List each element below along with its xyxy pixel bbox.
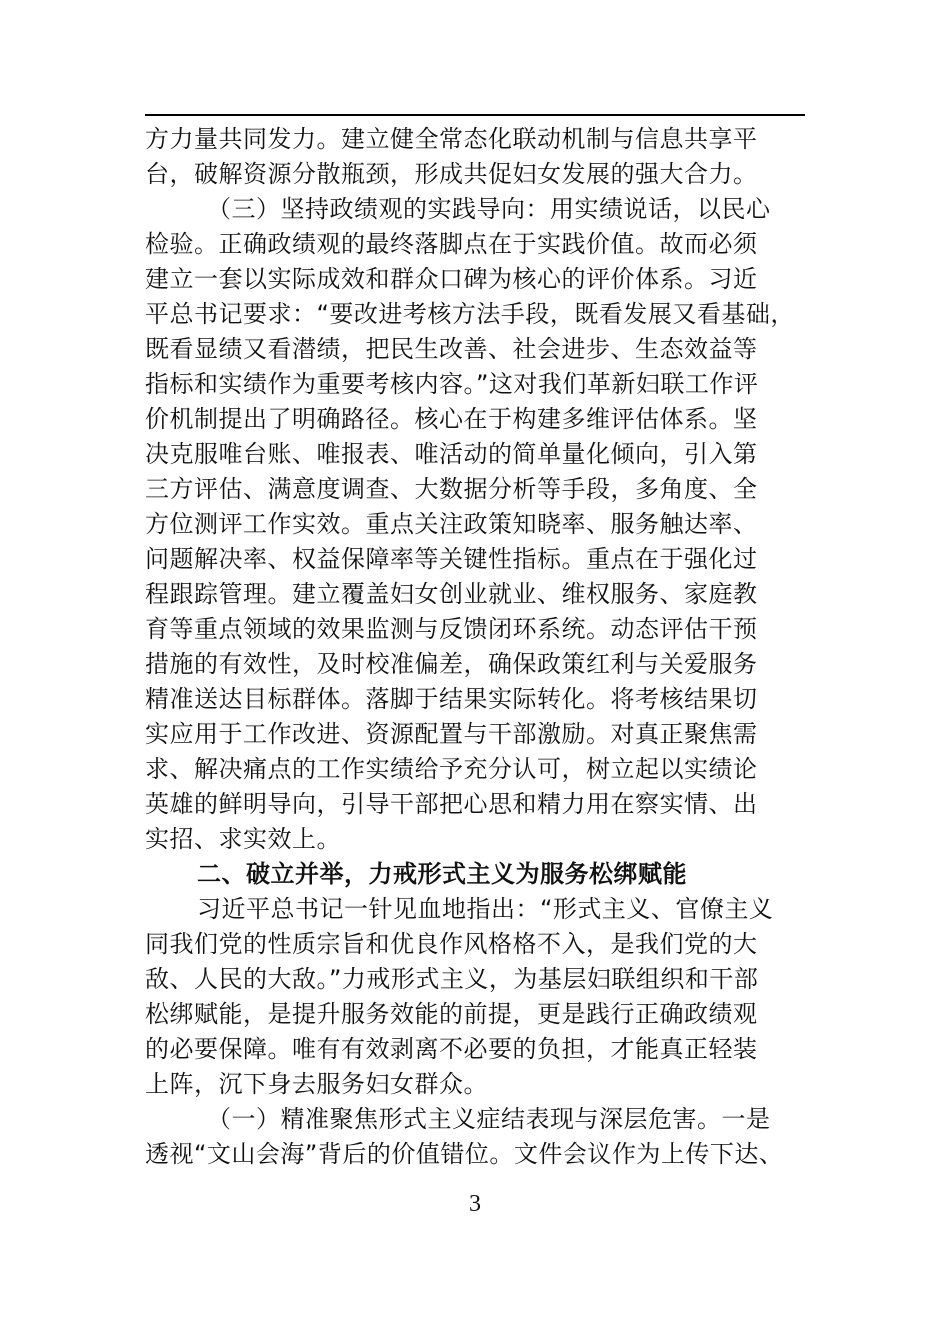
section-heading-2: 二、破立并举，力戒形式主义为服务松绑赋能	[197, 860, 687, 888]
text-line: 既看显绩又看潜绩，把民生改善、社会进步、生态效益等	[145, 335, 758, 363]
text-line: 敌、人民的大敌。”力戒形式主义，为基层妇联组织和干部	[145, 965, 759, 993]
text-line: 英雄的鲜明导向，引导干部把心思和精力用在察实情、出	[145, 790, 758, 818]
text-line: 的必要保障。唯有有效剥离不必要的负担，才能真正轻装	[145, 1035, 758, 1063]
text-line: 平总书记要求：“要改进考核方法手段，既看发展又看基础，	[145, 300, 795, 328]
section-heading-3: （三）坚持政绩观的实践导向：用实绩说话，以民心	[207, 195, 771, 223]
text-line: 方位测评工作实效。重点关注政策知晓率、服务触达率、	[145, 510, 758, 538]
text-line: 实应用于工作改进、资源配置与干部激励。对真正聚焦需	[145, 720, 758, 748]
text-line: 指标和实绩作为重要考核内容。”这对我们革新妇联工作评	[145, 370, 759, 398]
header-rule	[145, 114, 805, 116]
text-line: 台，破解资源分散瓶颈，形成共促妇女发展的强大合力。	[145, 160, 758, 188]
text-line: 建立一套以实际成效和群众口碑为核心的评价体系。习近	[145, 265, 758, 293]
text-line: 三方评估、满意度调查、大数据分析等手段，多角度、全	[145, 475, 758, 503]
text-line: 价机制提出了明确路径。核心在于构建多维评估体系。坚	[145, 405, 758, 433]
text-line: 方力量共同发力。建立健全常态化联动机制与信息共享平	[145, 125, 758, 153]
text-line: 程跟踪管理。建立覆盖妇女创业就业、维权服务、家庭教	[145, 580, 758, 608]
document-body	[145, 122, 835, 1172]
text-line: 松绑赋能，是提升服务效能的前提，更是践行正确政绩观	[145, 1000, 758, 1028]
page-number: 3	[469, 1191, 481, 1217]
subsection-heading-1: （一）精准聚焦形式主义症结表现与深层危害。一是	[207, 1105, 771, 1133]
text-line: 精准送达目标群体。落脚于结果实际转化。将考核结果切	[145, 685, 758, 713]
text-line: 检验。正确政绩观的最终落脚点在于实践价值。故而必须	[145, 230, 758, 258]
text-line: 习近平总书记一针见血地指出：“形式主义、官僚主义	[197, 895, 774, 923]
text-line: 同我们党的性质宗旨和优良作风格格不入，是我们党的大	[145, 930, 758, 958]
text-line: 透视“文山会海”背后的价值错位。文件会议作为上传下达、	[145, 1140, 784, 1168]
text-line: 育等重点领域的效果监测与反馈闭环系统。动态评估干预	[145, 615, 758, 643]
text-line: 实招、求实效上。	[145, 825, 341, 853]
text-line: 上阵，沉下身去服务妇女群众。	[145, 1070, 488, 1098]
text-line: 措施的有效性，及时校准偏差，确保政策红利与关爱服务	[145, 650, 758, 678]
text-line: 求、解决痛点的工作实绩给予充分认可，树立起以实绩论	[145, 755, 758, 783]
text-line: 问题解决率、权益保障率等关键性指标。重点在于强化过	[145, 545, 758, 573]
text-line: 决克服唯台账、唯报表、唯活动的简单量化倾向，引入第	[145, 440, 758, 468]
